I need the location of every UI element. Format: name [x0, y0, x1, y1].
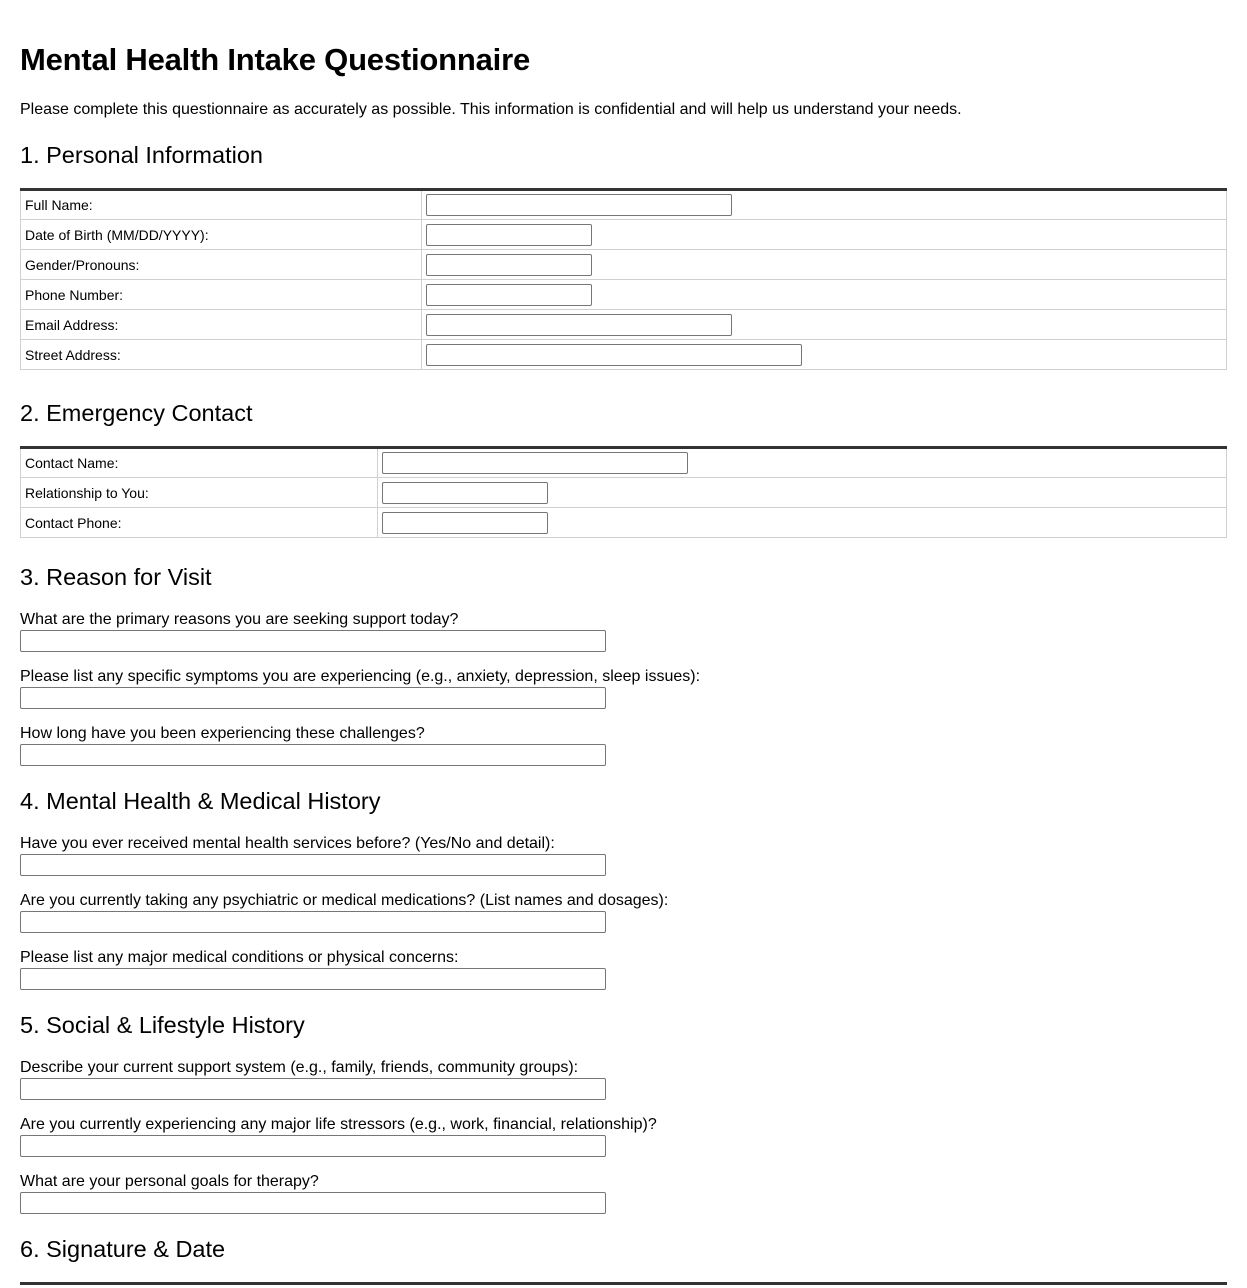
- field-label-date-of-birth: Date of Birth (MM/DD/YYYY):: [21, 220, 422, 250]
- question-label-medical-conditions: Please list any major medical conditions or physical concerns:: [20, 949, 459, 966]
- table-row: [21, 448, 1227, 478]
- question-label-duration: How long have you been experiencing these challenges?: [20, 725, 425, 742]
- table-row: [21, 340, 1227, 370]
- section-heading-personal: 1. Personal Information: [20, 142, 263, 168]
- relationship-input[interactable]: [382, 482, 548, 504]
- medications-input[interactable]: [20, 911, 606, 933]
- intro-text: Please complete this questionnaire as accurately as possible. This information is confidential and will help us understand your needs.: [20, 101, 962, 118]
- symptoms-input[interactable]: [20, 687, 606, 709]
- question-label-support-system: Describe your current support system (e.g., family, friends, community groups):: [20, 1059, 579, 1076]
- duration-input[interactable]: [20, 744, 606, 766]
- street-address-input[interactable]: [426, 344, 802, 366]
- question-label-symptoms: Please list any specific symptoms you are experiencing (e.g., anxiety, depression, sleep issues):: [20, 668, 701, 685]
- signature-table-top-border: [20, 1282, 1227, 1285]
- prior-services-input[interactable]: [20, 854, 606, 876]
- field-label-full-name: Full Name:: [21, 190, 422, 220]
- page-title: Mental Health Intake Questionnaire: [20, 42, 530, 77]
- full-name-input[interactable]: [426, 194, 732, 216]
- table-row: [21, 280, 1227, 310]
- support-system-input[interactable]: [20, 1078, 606, 1100]
- emergency-contact-table: [20, 446, 1227, 538]
- field-label-street-address: Street Address:: [21, 340, 422, 370]
- section-heading-social: 5. Social & Lifestyle History: [20, 1012, 305, 1038]
- gender-pronouns-input[interactable]: [426, 254, 592, 276]
- personal-info-table: [20, 188, 1227, 370]
- table-row: [21, 310, 1227, 340]
- life-stressors-input[interactable]: [20, 1135, 606, 1157]
- medical-conditions-input[interactable]: [20, 968, 606, 990]
- table-row: [21, 220, 1227, 250]
- section-heading-history: 4. Mental Health & Medical History: [20, 788, 381, 814]
- section-heading-emergency: 2. Emergency Contact: [20, 400, 253, 426]
- table-row: [21, 190, 1227, 220]
- table-row: [21, 508, 1227, 538]
- question-label-primary-reasons: What are the primary reasons you are seeking support today?: [20, 611, 459, 628]
- contact-name-input[interactable]: [382, 452, 688, 474]
- date-of-birth-input[interactable]: [426, 224, 592, 246]
- primary-reasons-input[interactable]: [20, 630, 606, 652]
- field-label-relationship: Relationship to You:: [21, 478, 378, 508]
- field-label-email-address: Email Address:: [21, 310, 422, 340]
- section-heading-signature: 6. Signature & Date: [20, 1236, 226, 1262]
- therapy-goals-input[interactable]: [20, 1192, 606, 1214]
- contact-phone-input[interactable]: [382, 512, 548, 534]
- section-heading-reason: 3. Reason for Visit: [20, 564, 212, 590]
- question-label-therapy-goals: What are your personal goals for therapy?: [20, 1173, 319, 1190]
- question-label-medications: Are you currently taking any psychiatric or medical medications? (List names and dosages):: [20, 892, 669, 909]
- question-label-life-stressors: Are you currently experiencing any major life stressors (e.g., work, financial, relationship)?: [20, 1116, 657, 1133]
- field-label-contact-phone: Contact Phone:: [21, 508, 378, 538]
- field-label-phone-number: Phone Number:: [21, 280, 422, 310]
- table-row: [21, 478, 1227, 508]
- table-row: [21, 250, 1227, 280]
- field-label-contact-name: Contact Name:: [21, 448, 378, 478]
- email-address-input[interactable]: [426, 314, 732, 336]
- field-label-gender-pronouns: Gender/Pronouns:: [21, 250, 422, 280]
- phone-number-input[interactable]: [426, 284, 592, 306]
- question-label-prior-services: Have you ever received mental health services before? (Yes/No and detail):: [20, 835, 555, 852]
